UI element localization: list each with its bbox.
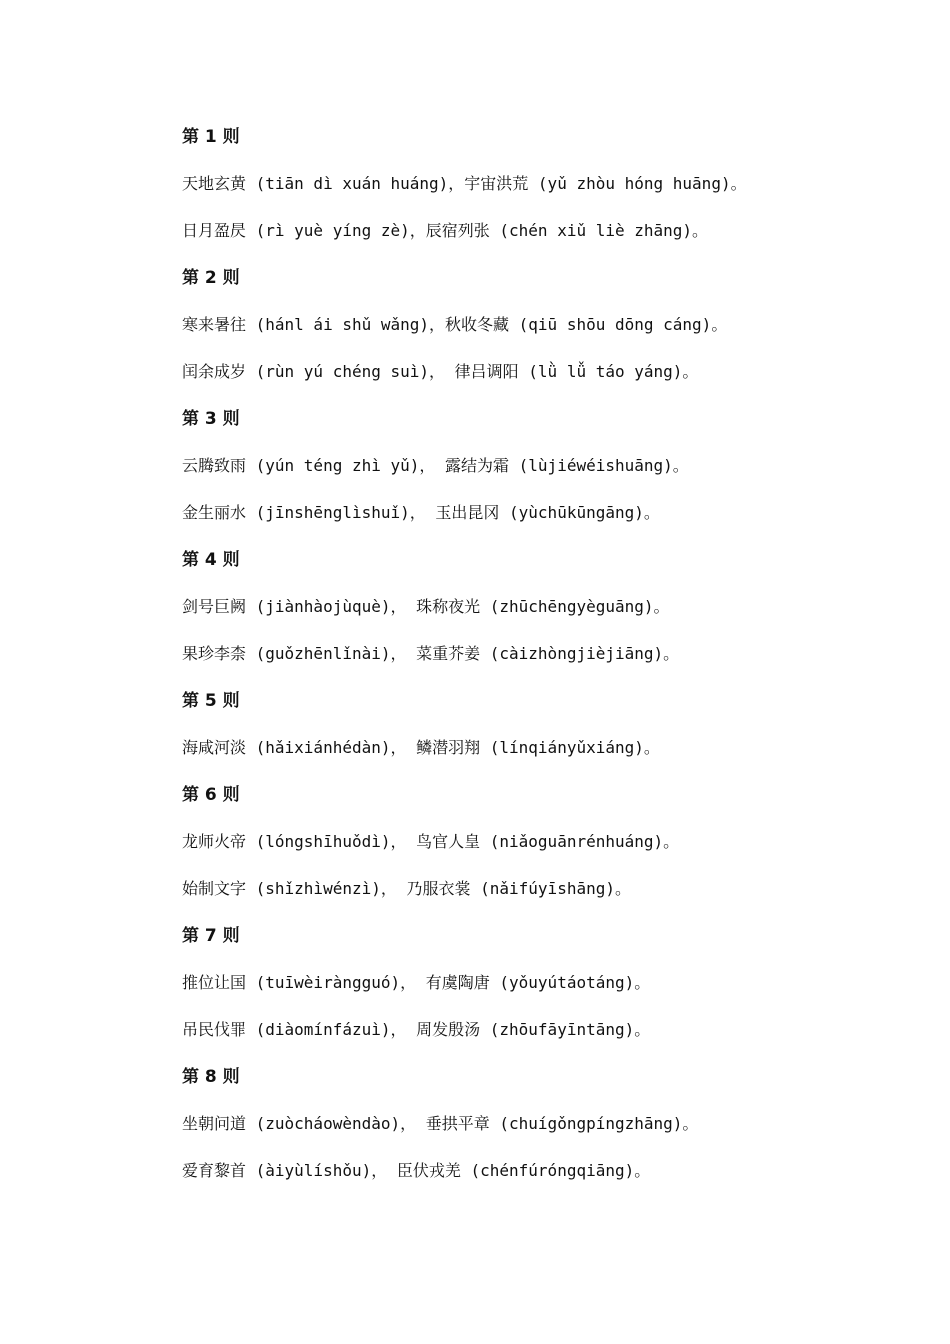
verse-line: 始制文字 (shǐzhìwénzì)， 乃服衣裳 (nǎifúyīshāng)。 (182, 879, 631, 898)
section-heading: 第 5 则 (182, 691, 240, 711)
verse-line: 海咸河淡 (hǎixiánhédàn)， 鳞潜羽翔 (línqiányǔxiáng)。 (182, 738, 660, 757)
verse-line: 果珍李柰 (guǒzhēnlǐnài)， 菜重芥姜 (càizhòngjièjiāng)。 (182, 644, 680, 663)
verse-line: 日月盈昃 (rì yuè yíng zè)，辰宿列张 (chén xiǔ liè zhāng)。 (182, 221, 709, 240)
section-heading: 第 4 则 (182, 550, 240, 570)
document-page (182, 120, 922, 1201)
section-heading: 第 8 则 (182, 1067, 240, 1087)
verse-line: 爱育黎首 (àiyùlíshǒu)， 臣伏戎羌 (chénfúróngqiāng)。 (182, 1161, 651, 1180)
section-heading: 第 6 则 (182, 785, 240, 805)
section-heading: 第 2 则 (182, 268, 240, 288)
verse-line: 龙师火帝 (lóngshīhuǒdì)， 鸟官人皇 (niǎoguānrénhuáng)。 (182, 832, 680, 851)
verse-line: 云腾致雨 (yún téng zhì yǔ)， 露结为霜 (lùjiéwéishuāng)。 (182, 456, 689, 475)
section-heading: 第 3 则 (182, 409, 240, 429)
verse-line: 金生丽水 (jīnshēnglìshuǐ)， 玉出昆冈 (yùchūkūngāng)。 (182, 503, 660, 522)
verse-line: 坐朝问道 (zuòcháowèndào)， 垂拱平章 (chuígǒngpíngzhāng)。 (182, 1114, 699, 1133)
verse-line: 天地玄黄 (tiān dì xuán huáng)，宇宙洪荒 (yǔ zhòu hóng huāng)。 (182, 174, 747, 193)
section-heading: 第 7 则 (182, 926, 240, 946)
verse-line: 闰余成岁 (rùn yú chéng suì)， 律吕调阳 (lǜ lǚ táo yáng)。 (182, 362, 699, 381)
verse-line: 推位让国 (tuīwèiràngguó)， 有虞陶唐 (yǒuyútáotáng)。 (182, 973, 651, 992)
verse-line: 剑号巨阙 (jiànhàojùquè)， 珠称夜光 (zhūchēngyèguāng)。 (182, 597, 670, 616)
verse-line: 吊民伐罪 (diàomínfázuì)， 周发殷汤 (zhōufāyīntāng)。 (182, 1020, 651, 1039)
section-heading: 第 1 则 (182, 127, 240, 147)
verse-line: 寒来暑往 (hánl ái shǔ wǎng)，秋收冬藏 (qiū shōu dōng cáng)。 (182, 315, 728, 334)
